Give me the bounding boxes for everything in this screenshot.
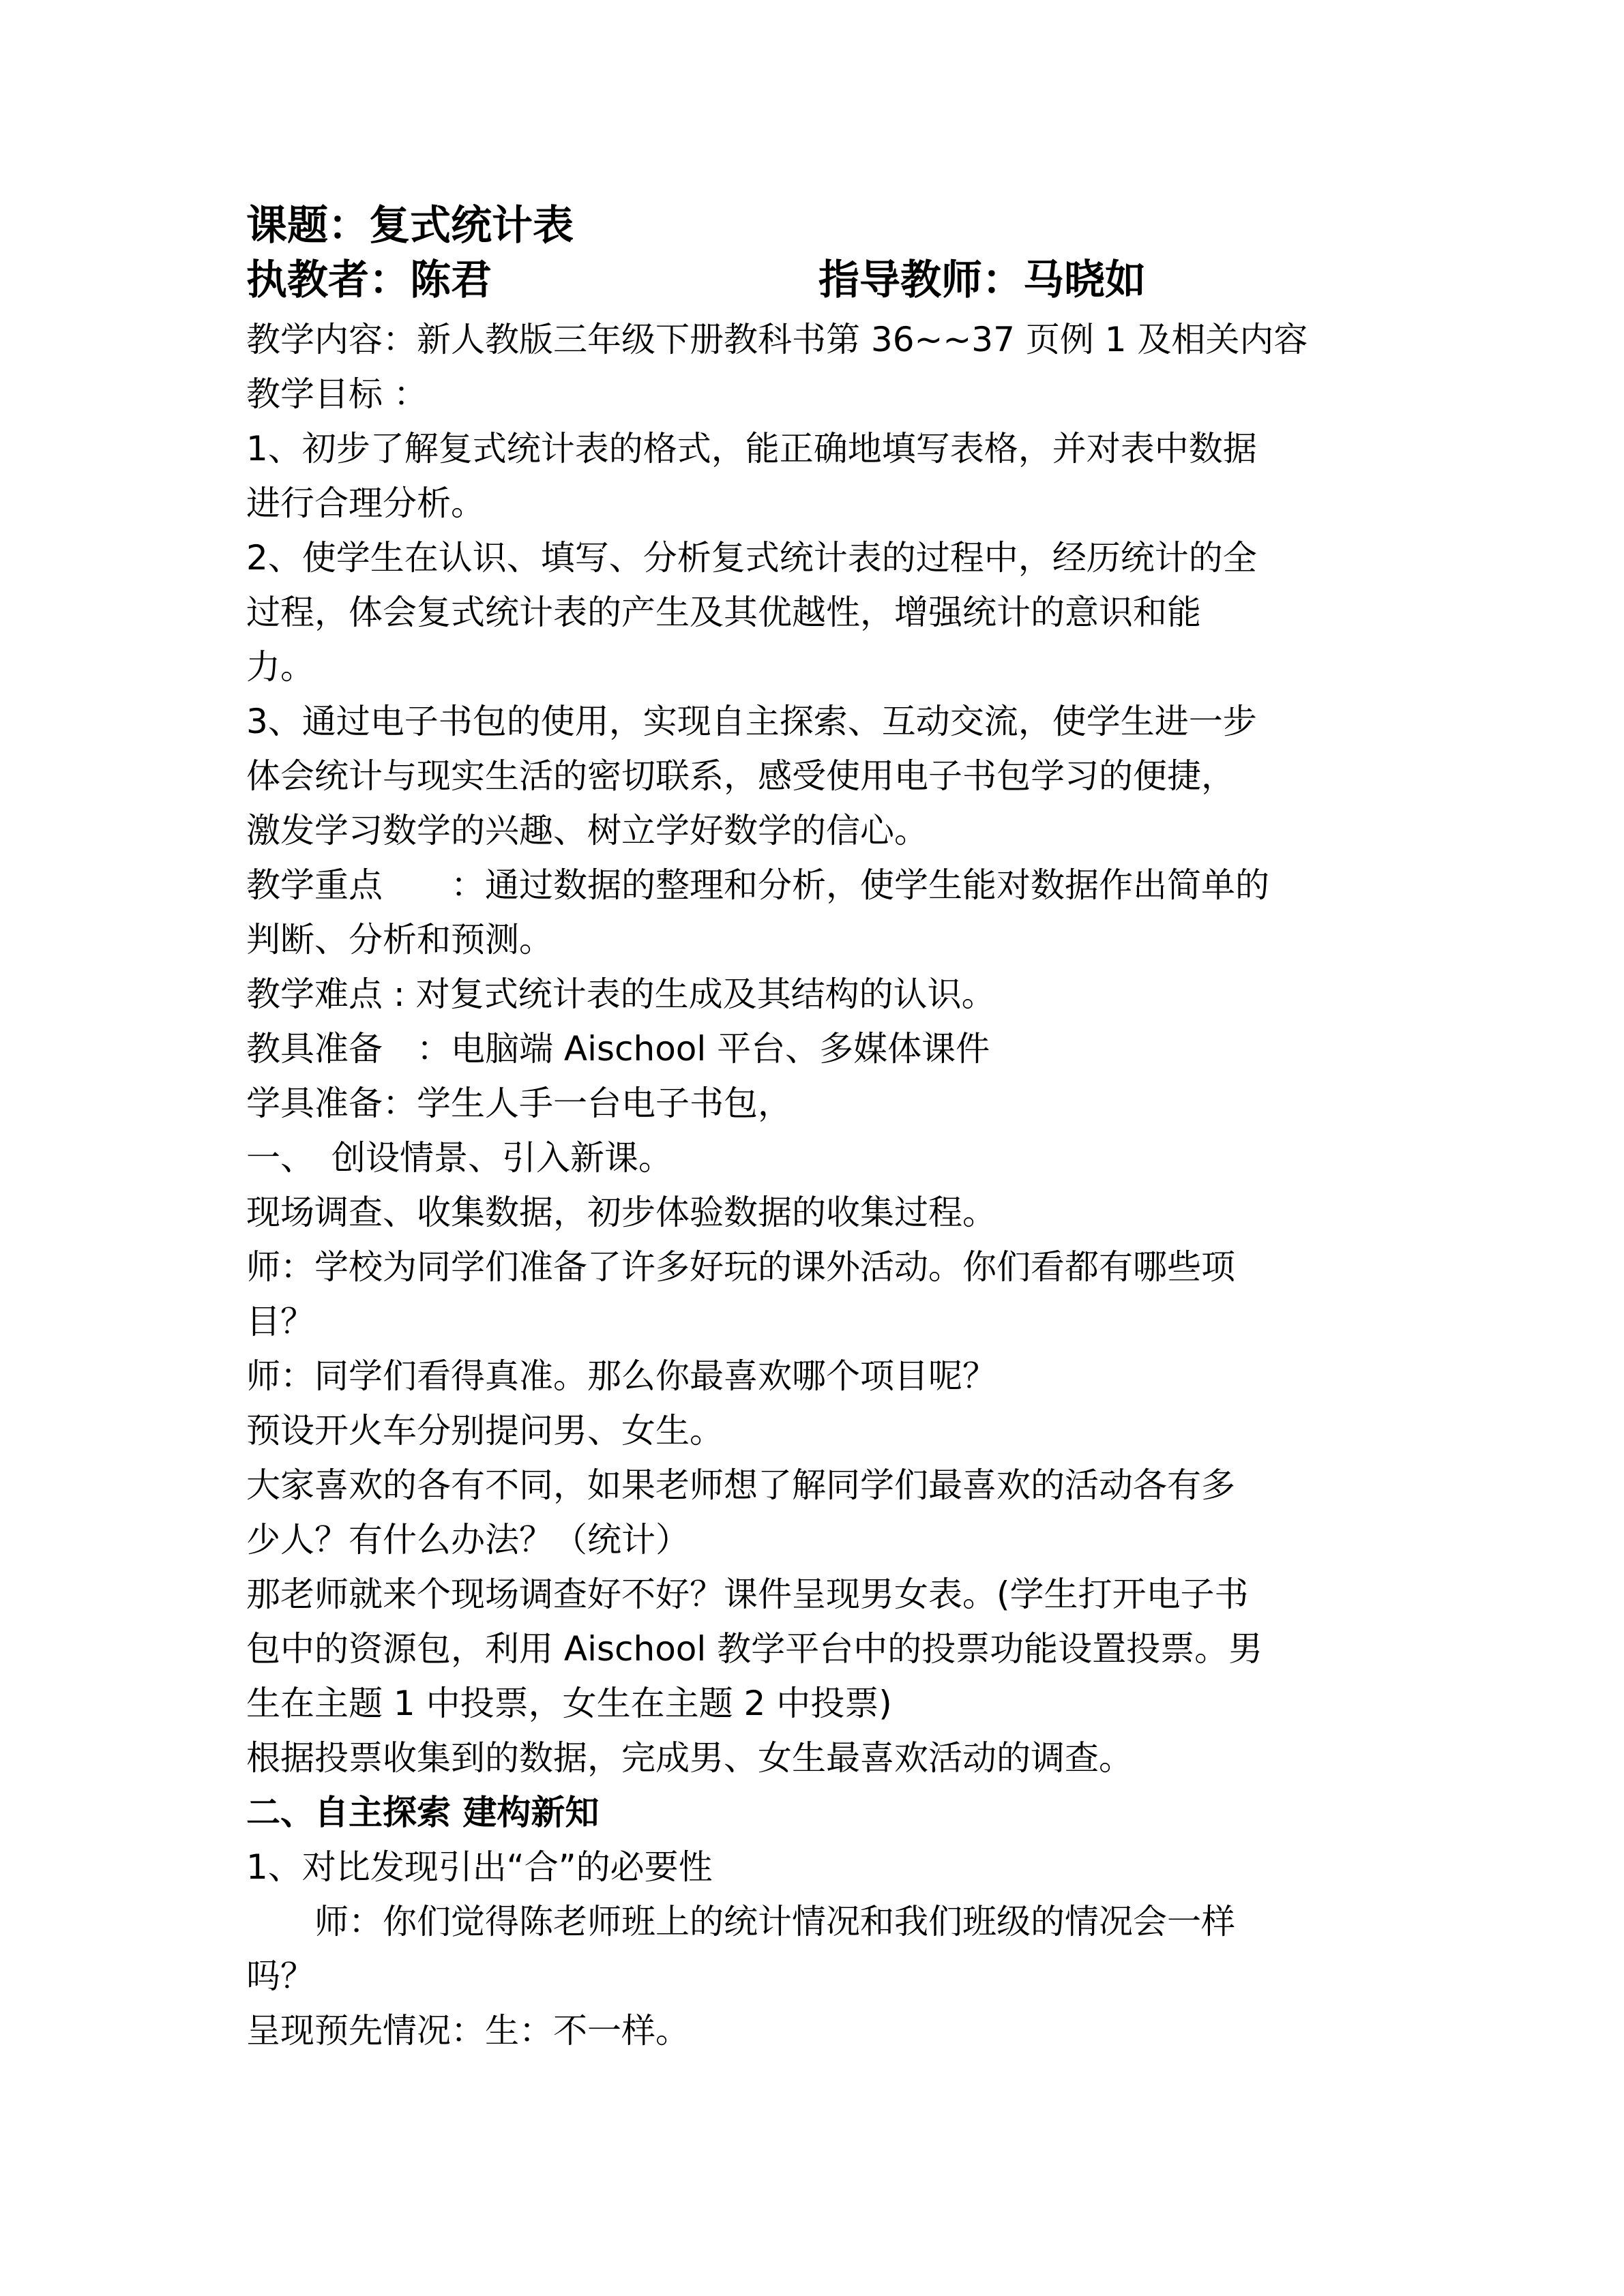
teacher-name: 执教者：陈君: [246, 256, 492, 304]
dialog-line-8: 包中的资源包，利用 Aischool 教学平台中的投票功能设置投票。男: [246, 1629, 1263, 1669]
teaching-content: 教学内容：新人教版三年级下册教科书第 36~~37 页例 1 及相关内容: [246, 320, 1308, 359]
key-points-line-1: 教学重点 ：通过数据的整理和分析，使学生能对数据作出简单的: [246, 865, 1269, 905]
learning-aids: 学具准备：学生人手一台电子书包，: [246, 1084, 792, 1123]
teaching-aids: 教具准备 ：电脑端 Aischool 平台、多媒体课件: [246, 1029, 990, 1069]
goal-3-line-3: 激发学习数学的兴趣、树立学好数学的信心。: [246, 811, 928, 850]
goal-3-line-1: 3、通过电子书包的使用，实现自主探索、互动交流，使学生进一步: [246, 702, 1257, 741]
section-1-subheading: 现场调查、收集数据，初步体验数据的收集过程。: [246, 1193, 996, 1232]
dialog-line-13: 呈现预先情况：生：不一样。: [246, 2011, 690, 2051]
dialog-line-6: 少人？有什么办法？（统计）: [246, 1520, 690, 1560]
dialog-line-12: 吗？: [246, 1956, 314, 1996]
section-1-heading: 一、 创设情景、引入新课。: [246, 1138, 673, 1178]
goal-3-line-2: 体会统计与现实生活的密切联系，感受使用电子书包学习的便捷，: [246, 756, 1235, 796]
key-points-line-2: 判断、分析和预测。: [246, 920, 553, 959]
dialog-line-3: 师：同学们看得真准。那么你最喜欢哪个项目呢？: [246, 1356, 996, 1396]
teaching-goals-heading: 教学目标 ：: [246, 374, 428, 414]
goal-2-line-2: 过程，体会复式统计表的产生及其优越性，增强统计的意识和能: [246, 593, 1201, 632]
dialog-line-11: 师：你们觉得陈老师班上的统计情况和我们班级的情况会一样: [246, 1902, 1235, 1941]
dialog-line-9: 生在主题 1 中投票，女生在主题 2 中投票): [246, 1684, 892, 1723]
goal-1-line-2: 进行合理分析。: [246, 483, 485, 523]
subsection-1-heading: 1、对比发现引出“合”的必要性: [246, 1847, 713, 1887]
difficult-points: 教学难点 : 对复式统计表的生成及其结构的认识。: [246, 974, 996, 1014]
dialog-line-1: 师：学校为同学们准备了许多好玩的课外活动。你们看都有哪些项: [246, 1247, 1235, 1287]
goal-2-line-1: 2、使学生在认识、填写、分析复式统计表的过程中，经历统计的全: [246, 538, 1257, 578]
dialog-line-4: 预设开火车分别提问男、女生。: [246, 1411, 724, 1450]
dialog-line-2: 目？: [246, 1302, 314, 1341]
section-2-heading: 二、自主探索 建构新知: [246, 1793, 600, 1832]
dialog-line-10: 根据投票收集到的数据，完成男、女生最喜欢活动的调查。: [246, 1738, 1133, 1778]
supervisor-name: 指导教师：马晓如: [818, 256, 1146, 304]
dialog-line-7: 那老师就来个现场调查好不好？课件呈现男女表。(学生打开电子书: [246, 1575, 1249, 1614]
dialog-line-5: 大家喜欢的各有不同，如果老师想了解同学们最喜欢的活动各有多: [246, 1465, 1235, 1505]
teacher-line: [246, 256, 1146, 304]
goal-1-line-1: 1、初步了解复式统计表的格式，能正确地填写表格，并对表中数据: [246, 429, 1257, 468]
lesson-title: 课题：复式统计表: [246, 202, 574, 250]
goal-2-line-3: 力。: [246, 647, 314, 687]
